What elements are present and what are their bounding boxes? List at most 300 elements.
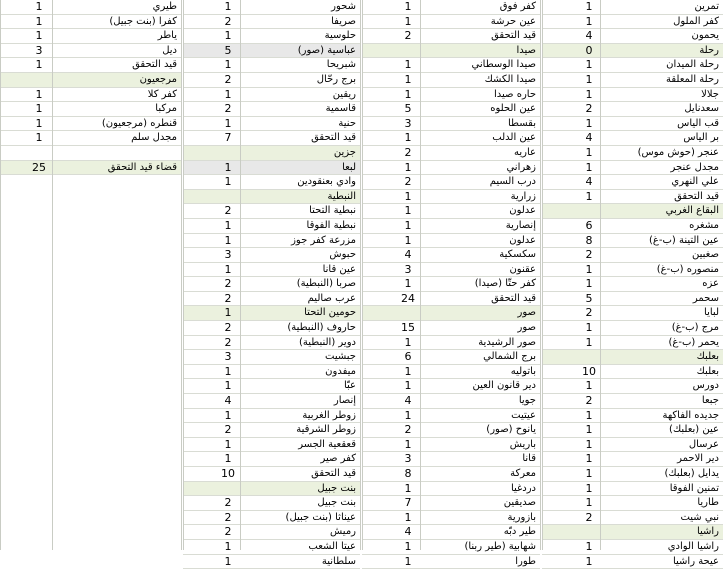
- place-name-cell: وادي بعنقودين: [297, 176, 356, 188]
- count-cell: 4: [585, 29, 593, 43]
- place-name-cell: رحلة: [699, 44, 719, 56]
- table-row: [362, 350, 540, 365]
- table-row: [542, 73, 723, 88]
- count-cell: 1: [585, 408, 593, 422]
- count-cell: 1: [585, 452, 593, 466]
- table-row: [362, 190, 540, 205]
- count-cell: 1: [224, 379, 232, 393]
- place-name-cell: تمنين الفوقا: [669, 482, 719, 494]
- place-name-cell: صور: [517, 322, 536, 334]
- count-cell: 2: [224, 277, 232, 291]
- count-cell: 1: [404, 131, 412, 145]
- place-name-cell: حومين التحتا: [304, 307, 356, 319]
- count-cell: 1: [35, 102, 43, 116]
- place-name-cell: طاريا: [697, 497, 719, 509]
- place-name-cell: برج رحّال: [316, 73, 356, 85]
- count-cell: [397, 44, 419, 58]
- table-row: [0, 161, 181, 176]
- table-row: [183, 511, 360, 526]
- count-cell: 1: [404, 554, 412, 568]
- place-name-cell: البقاع الغربي: [665, 205, 719, 217]
- count-cell: 8: [585, 233, 593, 247]
- table-row: [542, 277, 723, 292]
- table-row: [0, 117, 181, 132]
- place-name-cell: ياطر: [157, 30, 177, 42]
- count-cell: 5: [404, 102, 412, 116]
- table-column: [183, 0, 360, 569]
- count-cell: 1: [585, 14, 593, 28]
- grid-line: [240, 0, 241, 550]
- table-row: [542, 131, 723, 146]
- table-row: [0, 29, 181, 44]
- grid-line: [540, 0, 541, 550]
- place-name-cell: قيد التحقق: [311, 468, 356, 479]
- place-name-cell: عين قانا: [322, 263, 356, 275]
- count-cell: 15: [401, 321, 415, 335]
- place-name-cell: دير الاحمر: [677, 453, 719, 465]
- table-row: [362, 248, 540, 263]
- place-name-cell: عنجر (حوش موس): [637, 146, 719, 158]
- count-cell: [397, 306, 419, 320]
- count-cell: 1: [224, 262, 232, 276]
- place-name-cell: رحلة المعلقة: [665, 73, 719, 85]
- table-row: [362, 321, 540, 336]
- place-name-cell: ريقين: [332, 88, 356, 100]
- table-row: [183, 161, 360, 176]
- table-row: [183, 336, 360, 351]
- place-name-cell: قاسمية: [325, 103, 356, 115]
- table-row: [183, 321, 360, 336]
- table-row: [362, 409, 540, 424]
- table-row: [183, 58, 360, 73]
- place-name-cell: مشغره: [689, 219, 719, 231]
- place-name-cell: قيد التحقق: [674, 190, 719, 202]
- table-row: [542, 234, 723, 249]
- place-name-cell: حنية: [338, 117, 356, 129]
- place-name-cell: برج الشمالي: [483, 351, 536, 363]
- count-cell: 8: [404, 467, 412, 480]
- count-cell: 2: [585, 394, 593, 408]
- table-row: [362, 394, 540, 409]
- count-cell: 2: [224, 204, 232, 218]
- place-name-cell: قيد التحقق: [132, 59, 177, 71]
- grid-line: [0, 0, 1, 550]
- count-cell: 1: [224, 306, 232, 320]
- count-cell: 1: [404, 58, 412, 72]
- count-cell: 1: [224, 175, 232, 189]
- table-row: [362, 525, 540, 540]
- count-cell: 2: [404, 29, 412, 43]
- place-name-cell: إنصار: [333, 395, 356, 407]
- place-name-cell: عين (بعلبك): [669, 424, 719, 436]
- table-row: [183, 73, 360, 88]
- table-row: [542, 204, 723, 219]
- count-cell: 2: [224, 291, 232, 305]
- count-cell: 1: [224, 58, 232, 72]
- table-row: [362, 161, 540, 176]
- place-name-cell: زهراني: [506, 161, 536, 173]
- count-cell: 4: [224, 394, 232, 408]
- count-cell: 10: [221, 467, 235, 480]
- place-name-cell: دير قانون العين: [472, 380, 536, 392]
- table-row: [542, 350, 723, 365]
- table-row: [362, 29, 540, 44]
- count-cell: 1: [224, 29, 232, 43]
- count-cell: [28, 73, 50, 87]
- place-name-cell: بنت جبيل: [317, 497, 356, 509]
- count-cell: 1: [404, 277, 412, 291]
- place-name-cell: طير دبّه: [503, 526, 536, 538]
- count-cell: 1: [224, 0, 232, 13]
- place-name-cell: صيدا: [516, 44, 536, 56]
- table-row: [362, 102, 540, 117]
- place-name-cell: قيد التحقق: [491, 292, 536, 304]
- count-cell: 1: [585, 423, 593, 437]
- place-name-cell: شبريحا: [326, 59, 356, 71]
- table-row: [183, 131, 360, 146]
- count-cell: 1: [224, 452, 232, 466]
- place-name-cell: نبي شيت: [680, 511, 719, 523]
- count-cell: 3: [404, 262, 412, 276]
- table-row: [542, 117, 723, 132]
- place-name-cell: بنت جبيل: [317, 482, 356, 494]
- table-row: [542, 394, 723, 409]
- count-cell: 1: [585, 335, 593, 349]
- count-cell: 1: [404, 204, 412, 218]
- table-row: [183, 452, 360, 467]
- table-row: [362, 452, 540, 467]
- count-cell: 2: [585, 510, 593, 524]
- place-name-cell: حلوسية: [324, 30, 356, 42]
- place-name-cell: عين التينة (ب-غ): [649, 234, 719, 246]
- place-name-cell: جديده الفاكهة: [662, 409, 719, 421]
- table-row: [0, 0, 181, 15]
- place-name-cell: كفر صير: [320, 453, 356, 465]
- place-name-cell: بعلبك: [696, 351, 719, 363]
- table-row: [183, 204, 360, 219]
- count-cell: 1: [585, 87, 593, 101]
- count-cell: [217, 146, 239, 160]
- place-name-cell: صديقين: [503, 497, 536, 509]
- place-name-cell: مجدل سلم: [131, 132, 177, 144]
- place-name-cell: يحمون: [691, 30, 719, 42]
- count-cell: 2: [585, 102, 593, 116]
- table-row: [362, 467, 540, 482]
- count-cell: 5: [224, 43, 232, 57]
- table-row: [362, 204, 540, 219]
- count-cell: 2: [404, 423, 412, 437]
- count-cell: 7: [404, 496, 412, 510]
- table-row: [542, 423, 723, 438]
- place-name-cell: سحمر: [692, 292, 719, 304]
- grid-line: [600, 0, 601, 550]
- count-cell: 1: [585, 262, 593, 276]
- place-name-cell: لبايا: [704, 307, 719, 319]
- table-row: [0, 102, 181, 117]
- place-name-cell: ميفدون: [325, 365, 356, 377]
- table-row: [362, 336, 540, 351]
- grid-line: [183, 0, 184, 550]
- place-name-cell: مزرعة كفر جوز: [291, 234, 356, 246]
- place-name-cell: عزه: [702, 278, 719, 290]
- count-cell: 1: [404, 510, 412, 524]
- count-cell: 1: [404, 335, 412, 349]
- table-row: [542, 525, 723, 540]
- place-name-cell: راشيا: [696, 526, 719, 538]
- count-cell: 3: [224, 350, 232, 364]
- place-name-cell: عيحة راشيا: [672, 555, 719, 567]
- place-name-cell: بازورية: [507, 511, 536, 523]
- table-row: [542, 15, 723, 30]
- place-name-cell: قعقعية الجسر: [298, 438, 356, 450]
- count-cell: 1: [585, 145, 593, 159]
- table-row: [362, 277, 540, 292]
- table-row: [0, 146, 181, 161]
- count-cell: 1: [585, 321, 593, 335]
- table-row: [362, 306, 540, 321]
- place-name-cell: طيري: [152, 1, 177, 12]
- place-name-cell: عبّا: [343, 380, 356, 392]
- table-row: [183, 146, 360, 161]
- count-cell: 1: [585, 496, 593, 510]
- count-cell: 1: [404, 481, 412, 495]
- table-row: [542, 161, 723, 176]
- grid-line: [542, 0, 543, 550]
- count-cell: 1: [585, 58, 593, 72]
- place-name-cell: ديل: [162, 44, 177, 56]
- grid-line: [362, 0, 363, 550]
- place-name-cell: مجدل عنجر: [670, 161, 719, 173]
- table-row: [542, 452, 723, 467]
- table-row: [183, 467, 360, 482]
- place-name-cell: قيد التحقق: [311, 132, 356, 144]
- table-row: [183, 365, 360, 380]
- table-row: [183, 292, 360, 307]
- table-row: [183, 190, 360, 205]
- count-cell: 3: [404, 116, 412, 130]
- count-cell: 2: [224, 72, 232, 86]
- table-row: [542, 540, 723, 555]
- count-cell: 3: [35, 43, 43, 57]
- table-row: [362, 438, 540, 453]
- table-row: [183, 540, 360, 555]
- place-name-cell: حاروف (النبطية): [287, 322, 356, 334]
- count-cell: 2: [224, 496, 232, 510]
- count-cell: 1: [404, 189, 412, 203]
- table-row: [183, 423, 360, 438]
- grid-line: [360, 0, 361, 550]
- count-cell: 1: [35, 87, 43, 101]
- place-name-cell: صربا (النبطية): [296, 278, 356, 290]
- table-row: [183, 555, 360, 569]
- count-cell: 1: [224, 87, 232, 101]
- place-name-cell: شهابية (طير ربنا): [464, 540, 536, 552]
- place-name-cell: قضاء قيد التحقق: [107, 161, 177, 173]
- grid-line: [52, 0, 53, 550]
- table-row: [542, 409, 723, 424]
- place-name-cell: سلطانية: [321, 555, 356, 567]
- count-cell: 3: [404, 452, 412, 466]
- place-name-cell: باتوليه: [510, 365, 536, 377]
- place-name-cell: مرجعيون: [139, 73, 177, 85]
- table-row: [542, 467, 723, 482]
- table-column: [0, 0, 181, 175]
- count-cell: 1: [404, 0, 412, 13]
- table-row: [362, 58, 540, 73]
- table-row: [362, 15, 540, 30]
- place-name-cell: حبوش: [329, 249, 356, 261]
- place-name-cell: صور الرشيدية: [478, 336, 536, 348]
- table-row: [362, 423, 540, 438]
- table-row: [183, 29, 360, 44]
- table-row: [542, 482, 723, 497]
- count-cell: 1: [585, 437, 593, 451]
- table-row: [0, 73, 181, 88]
- place-name-cell: لبعا: [342, 161, 356, 173]
- place-name-cell: صريفا: [331, 15, 356, 27]
- count-cell: 1: [404, 72, 412, 86]
- table-row: [542, 496, 723, 511]
- table-row: [362, 117, 540, 132]
- place-name-cell: جبشيت: [325, 351, 356, 363]
- place-name-cell: دوير (النبطية): [298, 336, 356, 348]
- place-name-cell: درب السيم: [489, 176, 536, 188]
- table-column: [362, 0, 540, 569]
- count-cell: 1: [404, 14, 412, 28]
- table-row: [542, 146, 723, 161]
- place-name-cell: يحمر (ب-غ): [668, 336, 719, 348]
- table-row: [362, 511, 540, 526]
- count-cell: [578, 350, 600, 364]
- table-row: [183, 409, 360, 424]
- table-row: [183, 496, 360, 511]
- table-row: [362, 146, 540, 161]
- table-row: [183, 394, 360, 409]
- count-cell: 1: [585, 160, 593, 174]
- table-row: [362, 73, 540, 88]
- count-cell: 2: [224, 335, 232, 349]
- table-row: [183, 88, 360, 103]
- count-cell: 2: [224, 14, 232, 28]
- count-cell: 1: [35, 131, 43, 145]
- count-cell: 1: [224, 437, 232, 451]
- place-name-cell: جويا: [518, 395, 536, 407]
- place-name-cell: تمرين: [694, 1, 719, 12]
- count-cell: 1: [404, 408, 412, 422]
- count-cell: [28, 146, 50, 160]
- table-row: [183, 15, 360, 30]
- count-cell: [217, 482, 239, 496]
- table-row: [362, 496, 540, 511]
- place-name-cell: جبعا: [701, 395, 719, 407]
- table-row: [183, 175, 360, 190]
- place-name-cell: عين الدلب: [492, 132, 536, 144]
- count-cell: 1: [224, 408, 232, 422]
- place-name-cell: راشيا الوادي: [667, 540, 719, 552]
- place-name-cell: صيدا الكشك: [484, 73, 536, 85]
- place-name-cell: باريش: [509, 438, 536, 450]
- place-name-cell: سعدنايل: [684, 103, 719, 115]
- table-row: [542, 511, 723, 526]
- table-row: [542, 175, 723, 190]
- place-name-cell: عرب صاليم: [307, 292, 356, 304]
- count-cell: 1: [585, 277, 593, 291]
- place-name-cell: كفر الملول: [673, 15, 719, 27]
- count-cell: 1: [35, 0, 43, 13]
- table-row: [362, 263, 540, 278]
- count-cell: 7: [224, 131, 232, 145]
- place-name-cell: بقسطا: [507, 117, 536, 129]
- count-cell: 1: [404, 379, 412, 393]
- place-name-cell: شحور: [331, 1, 356, 12]
- place-name-cell: رميش: [330, 526, 356, 538]
- table-row: [183, 263, 360, 278]
- table-row: [0, 44, 181, 59]
- table-row: [0, 15, 181, 30]
- place-name-cell: النبطية: [327, 190, 356, 202]
- table-row: [362, 0, 540, 15]
- count-cell: 1: [224, 160, 232, 174]
- count-cell: 1: [585, 554, 593, 568]
- count-cell: 1: [35, 116, 43, 130]
- place-name-cell: زوطر الشرقية: [296, 424, 356, 436]
- table-row: [183, 0, 360, 15]
- count-cell: 10: [582, 364, 596, 378]
- place-name-cell: عرسال: [688, 438, 719, 450]
- table-row: [542, 438, 723, 453]
- place-name-cell: عين الحلوه: [490, 103, 536, 115]
- place-name-cell: يانوح (صور): [486, 424, 536, 436]
- table-row: [542, 336, 723, 351]
- place-name-cell: كفرا (بنت جبيل): [109, 15, 177, 27]
- place-name-cell: قب الياس: [677, 117, 719, 129]
- table-row: [542, 102, 723, 117]
- count-cell: 2: [224, 321, 232, 335]
- table-row: [183, 117, 360, 132]
- table-row: [542, 190, 723, 205]
- place-name-cell: بعلبك: [696, 365, 719, 377]
- count-cell: 25: [32, 160, 46, 174]
- count-cell: 4: [404, 525, 412, 539]
- place-name-cell: عيتا الشعب: [308, 540, 356, 552]
- place-name-cell: عيناثا (بنت جبيل): [285, 511, 356, 523]
- count-cell: 1: [224, 116, 232, 130]
- count-cell: 4: [585, 175, 593, 189]
- place-name-cell: منصوره (ب-غ): [656, 263, 719, 275]
- table-row: [542, 365, 723, 380]
- count-cell: 2: [404, 145, 412, 159]
- place-name-cell: عين حرشة: [490, 15, 536, 27]
- count-cell: 1: [404, 160, 412, 174]
- place-name-cell: صيدا الوسطاني: [471, 59, 536, 71]
- place-name-cell: نبطية الفوقا: [306, 219, 356, 231]
- place-name-cell: معركة: [510, 468, 536, 479]
- table-row: [183, 44, 360, 59]
- place-name-cell: يدايل (بعلبك): [664, 468, 719, 479]
- count-cell: 1: [35, 14, 43, 28]
- place-name-cell: رحلة الميدان: [666, 59, 719, 71]
- table-row: [542, 321, 723, 336]
- table-row: [362, 379, 540, 394]
- table-row: [362, 219, 540, 234]
- count-cell: 4: [585, 131, 593, 145]
- count-cell: 2: [404, 175, 412, 189]
- table-row: [0, 58, 181, 73]
- grid-line: [420, 0, 421, 550]
- table-row: [362, 292, 540, 307]
- count-cell: 2: [224, 423, 232, 437]
- place-name-cell: زرارية: [510, 190, 536, 202]
